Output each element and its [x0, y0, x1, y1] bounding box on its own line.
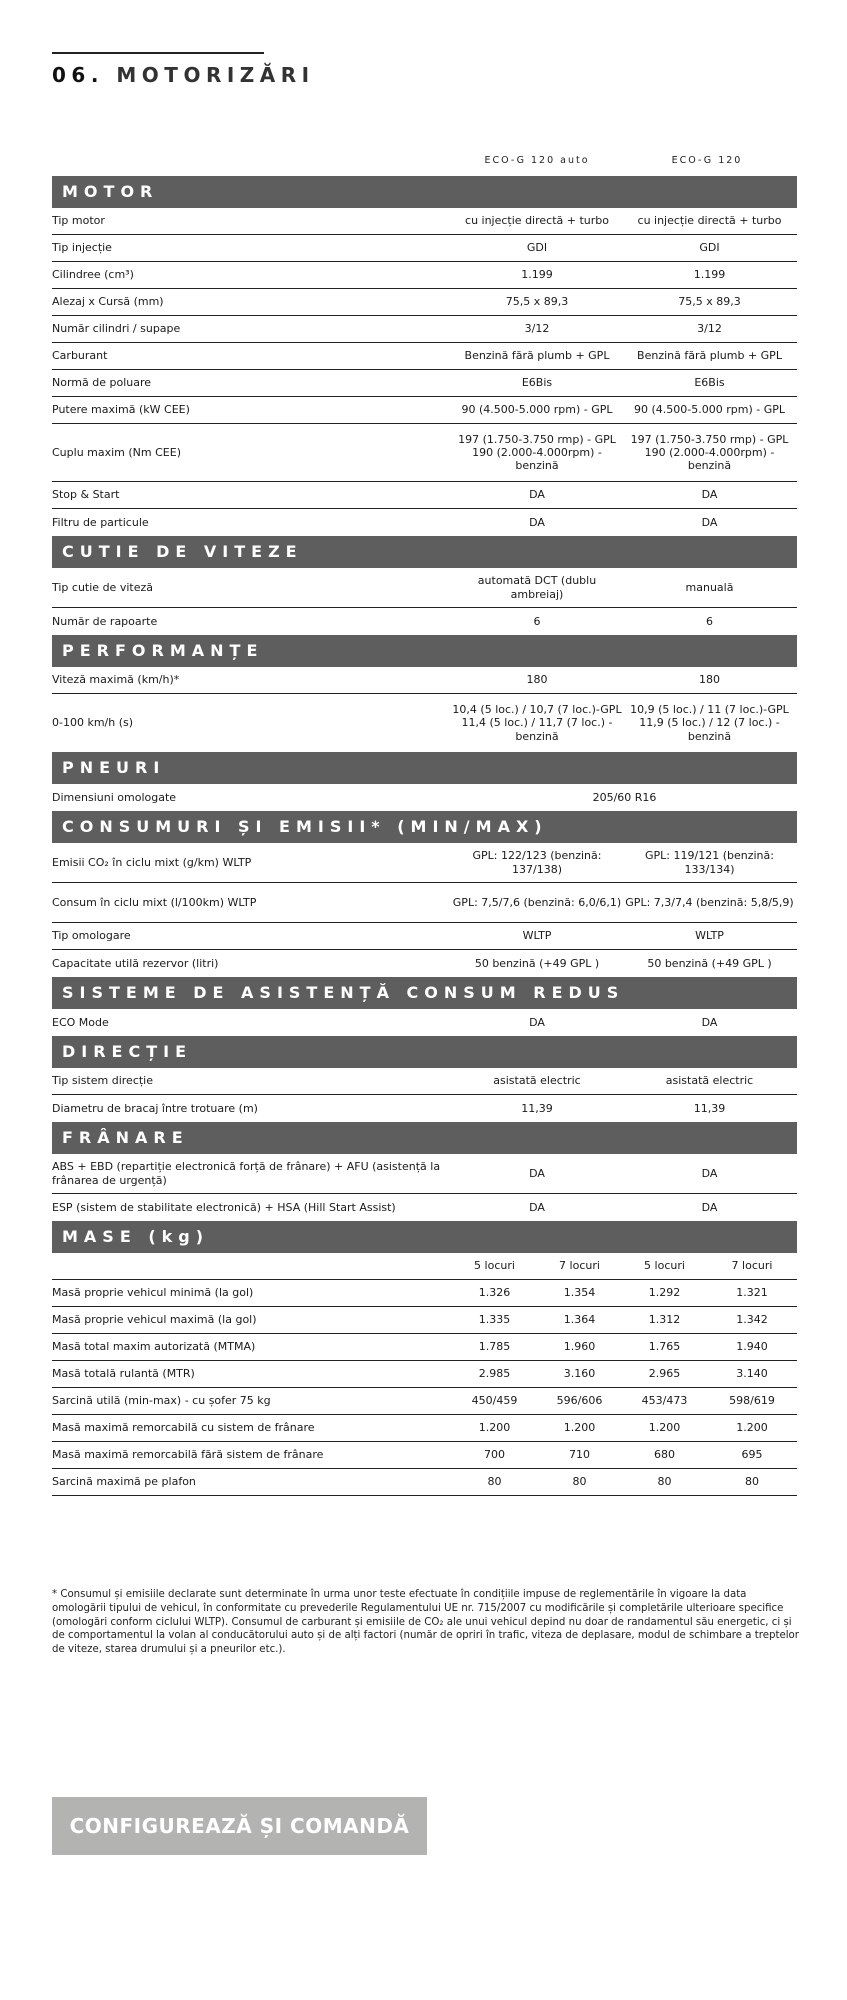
value-cell: cu injecție directă + turbo — [637, 214, 782, 228]
value-cell: 1.765 — [648, 1340, 681, 1354]
table-row — [52, 370, 797, 397]
value-cell: 180 — [699, 673, 720, 687]
subheader-cell: 5 locuri — [644, 1259, 685, 1273]
table-row — [52, 1009, 797, 1036]
row-label: Carburant — [52, 349, 108, 363]
table-row — [52, 509, 797, 536]
value-cell: 1.292 — [648, 1286, 681, 1300]
section-header-assist-systems: SISTEME DE ASISTENȚĂ CONSUM REDUS — [52, 977, 797, 1009]
value-cell: 80 — [487, 1475, 502, 1489]
value-cell: 10,9 (5 loc.) / 11 (7 loc.)-GPL 11,9 (5 loc.) / 12 (7 loc.) - benzină — [630, 703, 789, 743]
subheader-cell: 5 locuri — [474, 1259, 515, 1273]
section-header-gearbox: CUTIE DE VITEZE — [52, 536, 797, 568]
value-cell: 3.160 — [563, 1367, 596, 1381]
row-label: 0-100 km/h (s) — [52, 716, 134, 730]
value-cell: GPL: 122/123 (benzină: 137/138) — [472, 849, 602, 876]
value-cell: 80 — [572, 1475, 587, 1489]
table-row — [52, 482, 797, 509]
value-cell: 197 (1.750-3.750 rmp) - GPL 190 (2.000-4.000rpm) - benzină — [458, 432, 616, 473]
value-cell: 75,5 x 89,3 — [505, 295, 569, 309]
row-label: Sarcină utilă (min-max) - cu șofer 75 kg — [52, 1394, 271, 1408]
value-cell: 1.364 — [563, 1313, 596, 1327]
row-label: Număr cilindri / supape — [52, 322, 181, 336]
value-cell: DA — [701, 1200, 718, 1214]
row-label: Masă maximă remorcabilă cu sistem de frânare — [52, 1421, 315, 1435]
section-header-weights: MASE (kg) — [52, 1221, 797, 1253]
section-header-steering: DIRECȚIE — [52, 1036, 797, 1068]
value-cell: 680 — [654, 1448, 675, 1462]
value-cell: 1.940 — [736, 1340, 768, 1354]
table-row — [52, 289, 797, 316]
table-row — [52, 568, 797, 608]
value-cell: 75,5 x 89,3 — [678, 295, 741, 309]
row-label: Cilindree (cm³) — [52, 268, 134, 282]
value-cell: 11,39 — [521, 1101, 553, 1115]
value-cell: GDI — [699, 241, 720, 255]
value-cell: 450/459 — [471, 1394, 518, 1408]
value-cell: DA — [529, 1166, 545, 1180]
value-cell: E6Bis — [521, 376, 553, 390]
value-cell: 205/60 R16 — [592, 790, 657, 804]
value-cell: 1.200 — [736, 1421, 768, 1435]
value-cell: 80 — [657, 1475, 672, 1489]
row-label: Consum în ciclu mixt (l/100km) WLTP — [52, 895, 257, 909]
value-cell: cu injecție directă + turbo — [465, 214, 609, 228]
value-cell: 90 (4.500-5.000 rpm) - GPL — [634, 403, 785, 417]
section-header-motor: MOTOR — [52, 176, 797, 208]
table-row — [52, 843, 797, 883]
value-cell: 197 (1.750-3.750 rmp) - GPL 190 (2.000-4.000rpm) - benzină — [630, 432, 789, 473]
value-cell: Benzină fără plumb + GPL — [464, 349, 610, 363]
value-cell: automată DCT (dublu ambreiaj) — [477, 574, 597, 601]
page-title — [52, 63, 315, 87]
row-label: Tip omologare — [52, 929, 131, 943]
row-label: Viteză maximă (km/h)* — [52, 673, 180, 687]
value-cell: 50 benzină (+49 GPL ) — [647, 956, 772, 970]
row-label: Stop & Start — [52, 488, 120, 502]
title-rule — [52, 52, 264, 54]
row-label: Alezaj x Cursă (mm) — [52, 295, 164, 309]
value-cell: 1.342 — [736, 1313, 768, 1327]
table-row — [52, 1194, 797, 1221]
table-row — [52, 1388, 797, 1415]
value-cell: GPL: 7,3/7,4 (benzină: 5,8/5,9) — [625, 895, 794, 909]
value-cell: DA — [529, 1200, 545, 1214]
value-cell: 1.200 — [648, 1421, 681, 1435]
value-cell: 1.312 — [648, 1313, 681, 1327]
spec-table — [52, 176, 797, 1496]
row-label: Număr de rapoarte — [52, 614, 158, 628]
row-label: Masă proprie vehicul maximă (la gol) — [52, 1313, 257, 1327]
table-row — [52, 1415, 797, 1442]
row-label: Cuplu maxim (Nm CEE) — [52, 445, 181, 459]
value-cell: 11,39 — [693, 1101, 726, 1115]
value-cell: 1.960 — [563, 1340, 596, 1354]
value-cell: WLTP — [695, 929, 724, 943]
value-cell: DA — [701, 1166, 718, 1180]
section-header-tyres: PNEURI — [52, 752, 797, 784]
value-cell: manuală — [685, 580, 734, 594]
row-label: Dimensiuni omologate — [52, 790, 177, 804]
row-label: Putere maximă (kW CEE) — [52, 403, 190, 417]
table-row — [52, 1095, 797, 1122]
value-cell: DA — [529, 515, 545, 529]
value-cell: DA — [701, 488, 718, 502]
value-cell: 6 — [533, 614, 541, 628]
table-row — [52, 397, 797, 424]
value-cell: 710 — [569, 1448, 590, 1462]
value-cell: 10,4 (5 loc.) / 10,7 (7 loc.)-GPL 11,4 (5 loc.) / 11,7 (7 loc.) - benzină — [452, 703, 622, 743]
table-row — [52, 923, 797, 950]
table-row — [52, 883, 797, 923]
value-cell: 1.200 — [478, 1421, 511, 1435]
value-cell: GDI — [526, 241, 548, 255]
table-row — [52, 1361, 797, 1388]
value-cell: Benzină fără plumb + GPL — [637, 349, 782, 363]
value-cell: 1.199 — [521, 268, 553, 282]
value-cell: 3.140 — [736, 1367, 768, 1381]
value-cell: 596/606 — [556, 1394, 603, 1408]
section-number: 06. — [52, 63, 104, 87]
value-cell: 2.965 — [648, 1367, 681, 1381]
row-label: Tip motor — [52, 214, 105, 228]
table-row — [52, 208, 797, 235]
row-label: Filtru de particule — [52, 515, 149, 529]
row-label: Masă maximă remorcabilă fără sistem de frânare — [52, 1448, 324, 1462]
section-header-braking: FRÂNARE — [52, 1122, 797, 1154]
table-row — [52, 316, 797, 343]
row-label: Diametru de bracaj între trotuare (m) — [52, 1101, 258, 1115]
row-label: Tip cutie de viteză — [52, 580, 153, 594]
value-cell: DA — [529, 1015, 545, 1029]
table-row — [52, 1280, 797, 1307]
table-row — [52, 784, 797, 811]
value-cell: DA — [701, 515, 718, 529]
table-row — [52, 1442, 797, 1469]
column-header-auto: ECO-G 120 auto — [484, 155, 590, 166]
table-row — [52, 1154, 797, 1194]
value-cell: 1.199 — [693, 268, 726, 282]
value-cell: 80 — [745, 1475, 759, 1489]
value-cell: 180 — [526, 673, 548, 687]
row-label: Masă proprie vehicul minimă (la gol) — [52, 1286, 254, 1300]
column-headers — [0, 155, 847, 171]
row-label: ESP (sistem de stabilitate electronică) + HSA (Hill Start Assist) — [52, 1200, 396, 1214]
subheader-cell: 7 locuri — [731, 1259, 773, 1273]
value-cell: E6Bis — [694, 376, 725, 390]
table-subheader-row — [52, 1253, 797, 1280]
table-row — [52, 1334, 797, 1361]
row-label: Tip injecție — [52, 241, 112, 255]
value-cell: DA — [529, 488, 545, 502]
value-cell: 1.335 — [478, 1313, 511, 1327]
configure-and-order-button[interactable]: CONFIGUREAZĂ ȘI COMANDĂ — [52, 1797, 427, 1855]
table-row — [52, 1068, 797, 1095]
value-cell: GPL: 119/121 (benzină: 133/134) — [645, 849, 774, 876]
table-row — [52, 608, 797, 635]
value-cell: 50 benzină (+49 GPL ) — [474, 956, 600, 970]
value-cell: 3/12 — [524, 322, 550, 336]
value-cell: 6 — [706, 614, 713, 628]
value-cell: 1.200 — [563, 1421, 596, 1435]
value-cell: 1.321 — [736, 1286, 768, 1300]
section-header-performance: PERFORMANȚE — [52, 635, 797, 667]
value-cell: 3/12 — [697, 322, 722, 336]
subheader-cell: 7 locuri — [559, 1259, 600, 1273]
table-row — [52, 1307, 797, 1334]
section-title: MOTORIZĂRI — [116, 63, 315, 87]
row-label: Sarcină maximă pe plafon — [52, 1475, 196, 1489]
value-cell: 90 (4.500-5.000 rpm) - GPL — [461, 403, 613, 417]
row-label: Emisii CO₂ în ciclu mixt (g/km) WLTP — [52, 855, 252, 869]
value-cell: 1.326 — [478, 1286, 511, 1300]
value-cell: 1.354 — [563, 1286, 596, 1300]
table-row — [52, 1469, 797, 1496]
value-cell: WLTP — [522, 929, 552, 943]
value-cell: asistată electric — [493, 1074, 581, 1088]
row-label: Tip sistem direcție — [52, 1074, 153, 1088]
table-row — [52, 343, 797, 370]
row-label: Capacitate utilă rezervor (litri) — [52, 956, 219, 970]
table-row — [52, 235, 797, 262]
row-label: Masă totală rulantă (MTR) — [52, 1367, 195, 1381]
table-row — [52, 667, 797, 694]
row-label: ECO Mode — [52, 1015, 109, 1029]
section-header-consumption: CONSUMURI ȘI EMISII* (MIN/MAX) — [52, 811, 797, 843]
value-cell: 598/619 — [729, 1394, 775, 1408]
row-label: Normă de poluare — [52, 376, 152, 390]
value-cell: 2.985 — [478, 1367, 511, 1381]
value-cell: 1.785 — [478, 1340, 511, 1354]
table-row — [52, 950, 797, 977]
value-cell: 695 — [741, 1448, 763, 1462]
table-row — [52, 424, 797, 482]
value-cell: asistată electric — [665, 1074, 754, 1088]
column-header-manual: ECO-G 120 — [671, 155, 743, 166]
table-row — [52, 262, 797, 289]
row-label: ABS + EBD (repartiție electronică forță de frânare) + AFU (asistență la frânarea de urgență) — [52, 1159, 441, 1187]
value-cell: GPL: 7,5/7,6 (benzină: 6,0/6,1) — [452, 895, 622, 909]
value-cell: 453/473 — [641, 1394, 688, 1408]
row-label: Masă total maxim autorizată (MTMA) — [52, 1340, 256, 1354]
footnote: * Consumul și emisiile declarate sunt determinate în urma unor teste efectuate în condițiile impuse de reglementările în vigoare la data omologării tipului de vehicul, în conformitate cu prevederile Regulamentului UE nr. 715/2007 cu modificările și completările ulterioare specifice (omologări conform ciclului WLTP). Consumul de carburant și emisiile de CO₂ ale unui vehicul depind nu doar de randamentul său energetic, ci și de comportamentul la volan al conducătorului auto și de alți factori (număr de opriri în trafic, viteza de deplasare, modul de schimbare a treptelor de viteze, starea drumului și a pneurilor etc.). — [52, 1589, 799, 1656]
value-cell: DA — [701, 1015, 718, 1029]
value-cell: 700 — [484, 1448, 505, 1462]
table-row — [52, 694, 797, 752]
